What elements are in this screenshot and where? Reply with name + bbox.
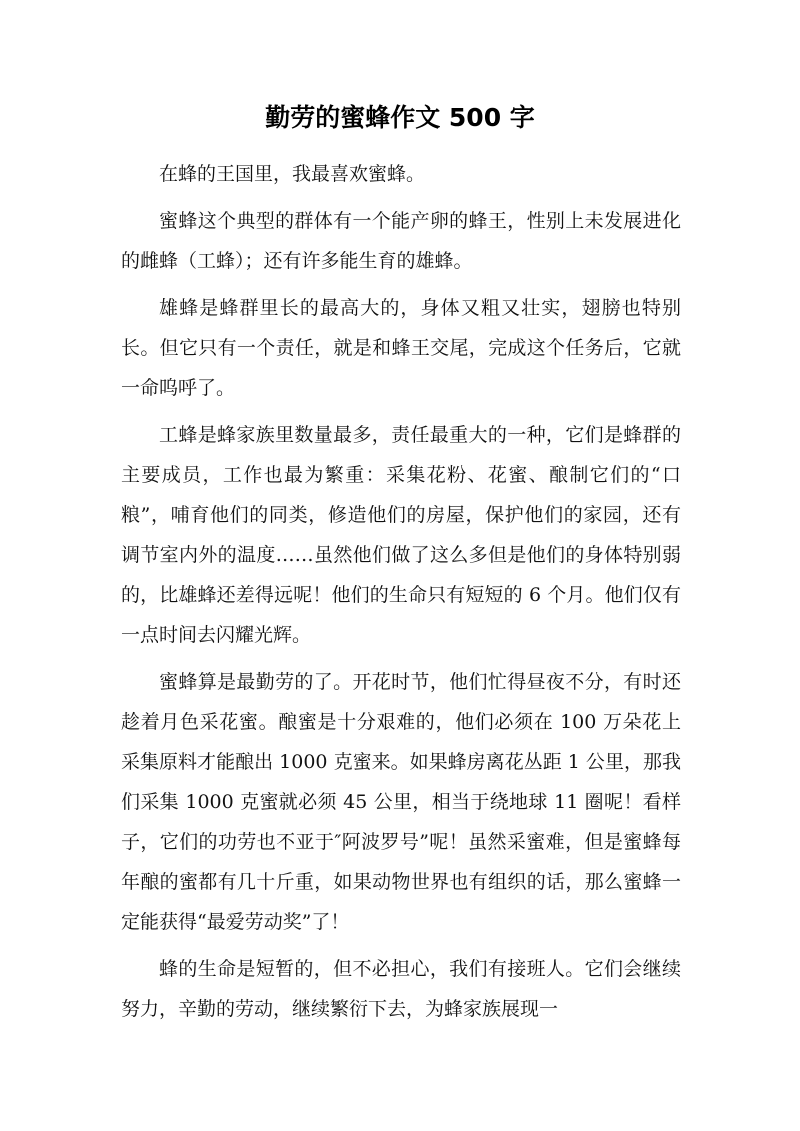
paragraph-4: 工蜂是蜂家族里数量最多，责任最重大的一种，它们是蜂群的主要成员，工作也最为繁重：采集花粉、花蜜、酿制它们的“口粮”，哺育他们的同类，修造他们的房屋，保护他们的家园，还有调节室内外的温度……虽然他们做了这么多但是他们的身体特别弱的，比雄蜂还差得远呢！他们的生命只有短短的 6 个月。他们仅有一点时间去闪耀光辉。 [121, 424, 681, 646]
paragraph-6: 蜂的生命是短暂的，但不必担心，我们有接班人。它们会继续努力，辛勤的劳动，继续繁衍下去，为蜂家族展现一 [121, 958, 681, 1020]
paragraph-5: 蜜蜂算是最勤劳的了。开花时节，他们忙得昼夜不分，有时还趁着月色采花蜜。酿蜜是十分艰难的，他们必须在 100 万朵花上采集原料才能酿出 1000 克蜜来。如果蜂房离花丛距 1 公里，那我们采集 1000 克蜜就必须 45 公里，相当于绕地球 11 圈呢！看样子，它们的功劳也不亚于″阿波罗号”呢！虽然采蜜难，但是蜜蜂每年酿的蜜都有几十斤重，如果动物世界也有组织的话，那么蜜蜂一定能获得“最爱劳动奖”了！ [121, 671, 681, 933]
document-title: 勤劳的蜜蜂作文 500 字 [265, 103, 535, 132]
paragraph-1: 在蜂的王国里，我最喜欢蜜蜂。 [159, 163, 426, 185]
paragraph-2: 蜜蜂这个典型的群体有一个能产卵的蜂王，性别上未发展进化的雌蜂（工蜂）；还有许多能生育的雄蜂。 [121, 210, 681, 272]
paragraph-3: 雄蜂是蜂群里长的最高大的，身体又粗又壮实，翅膀也特别长。但它只有一个责任，就是和蜂王交尾，完成这个任务后，它就一命呜呼了。 [121, 297, 681, 399]
document-body [121, 154, 681, 1036]
